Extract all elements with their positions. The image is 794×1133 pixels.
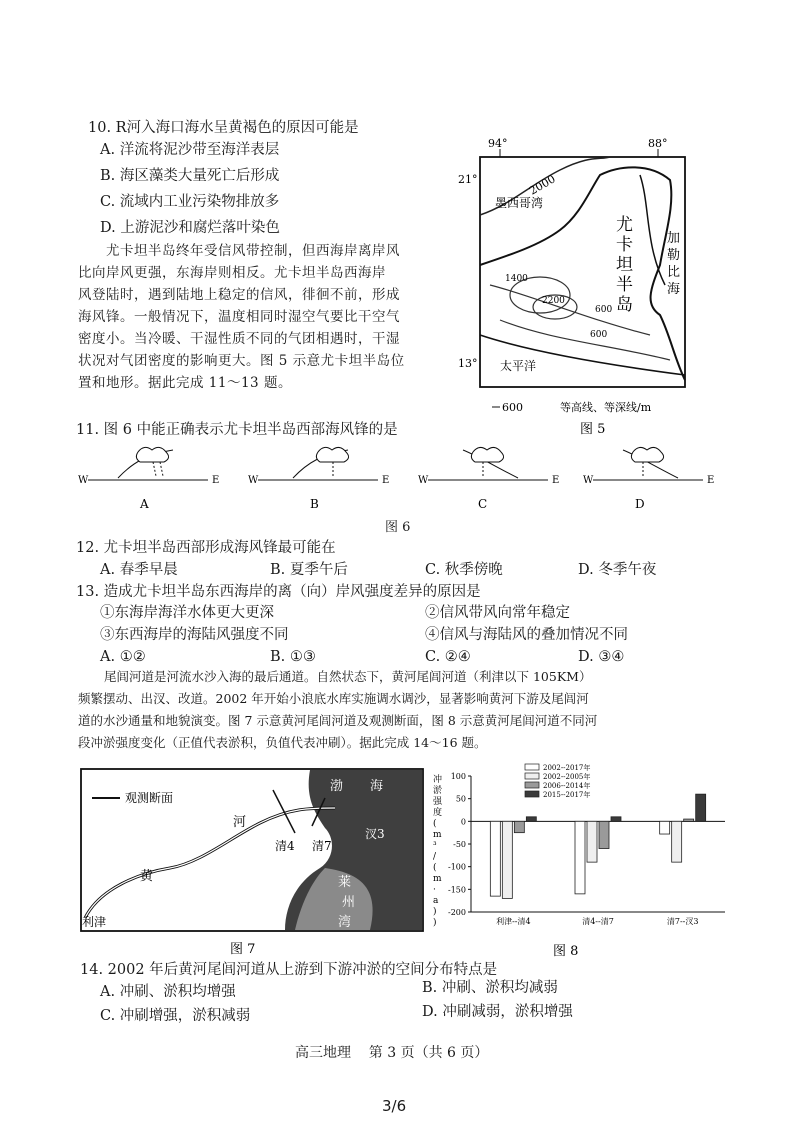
panel-d-w: W <box>583 475 594 486</box>
contour-2000-label: 2000 <box>527 172 558 198</box>
bar <box>672 821 682 862</box>
chart-legend <box>525 763 590 799</box>
passage-yucatan <box>78 240 458 394</box>
gulf-label: 墨西哥湾 <box>495 196 544 210</box>
legend-swatch <box>525 764 539 770</box>
qing7-label: 清7 <box>312 839 332 853</box>
panel-c-label: C <box>478 497 488 511</box>
bar <box>526 817 536 822</box>
y-tick-label: 50 <box>455 794 466 804</box>
q10-option-c: C. 流域内工业污染物排放多 <box>100 194 280 210</box>
y-label-char: m <box>433 874 442 884</box>
y-label-char: ( <box>433 819 437 829</box>
peninsula-label-2: 卡 <box>616 235 633 255</box>
laizhou-label-3: 湾 <box>338 915 352 930</box>
bar <box>587 821 597 862</box>
bar <box>514 821 524 832</box>
legend-swatch <box>525 773 539 779</box>
contour-600-b <box>500 320 670 360</box>
bar <box>502 821 512 898</box>
panel-b-w: W <box>248 475 259 486</box>
fig7-caption: 图 7 <box>230 942 256 957</box>
passage-line: 海风锋。一般情况下，温度相同时湿空气要比干空气 <box>78 309 400 325</box>
y-label-char: a <box>433 896 439 906</box>
q12-option-d: D. 冬季午夜 <box>578 562 657 578</box>
bar <box>599 821 609 848</box>
peninsula-label-3: 坦 <box>616 255 633 275</box>
y-label-char: ) <box>433 907 437 917</box>
huang-label: 黄 <box>140 869 154 884</box>
map-frame <box>480 157 685 387</box>
x-tick-label: 清7--汊3 <box>666 917 699 926</box>
x-tick-label: 利津--清4 <box>496 917 531 926</box>
lon-88: 88° <box>648 137 668 150</box>
y-label-char: 强 <box>433 797 443 807</box>
y-tick-label: 0 <box>460 817 466 827</box>
legend-swatch <box>525 782 539 788</box>
q14-option-d: D. 冲刷减弱，淤积增强 <box>422 1004 573 1020</box>
q13-option-b: B. ①③ <box>270 649 316 665</box>
panel-b <box>248 447 389 511</box>
legend-label: 2002--2005年 <box>543 773 591 781</box>
fig8-caption: 图 8 <box>553 944 579 959</box>
q14-option-c: C. 冲刷增强，淤积减弱 <box>100 1008 251 1024</box>
laizhou-label-2: 州 <box>342 895 356 910</box>
legend-label: 观测断面 <box>125 791 174 805</box>
chart-ylabel <box>433 773 443 928</box>
y-label-char: 淤 <box>433 786 443 796</box>
passage-yellow-river <box>78 666 758 754</box>
peninsula-label-5: 岛 <box>616 295 633 315</box>
q13-item-3: ③东西海岸的海陆风强度不同 <box>100 627 289 643</box>
figure-8-chart <box>425 762 730 960</box>
fig5-caption: 图 5 <box>580 422 606 437</box>
legend-label: 2015--2017年 <box>543 791 591 799</box>
page-number: 3/6 <box>382 1097 407 1115</box>
caribbean-label-3: 比 <box>667 265 681 280</box>
figure-6-svg <box>78 442 718 512</box>
q14-stem: 14. 2002 年后黄河尾闾河道从上游到下游冲淤的空间分布特点是 <box>80 962 498 978</box>
q12-option-c: C. 秋季傍晚 <box>425 562 503 578</box>
bar <box>611 817 621 822</box>
caribbean-label-2: 勒 <box>667 248 681 263</box>
panel-b-e: E <box>382 475 390 486</box>
passage-line: 风登陆时，遇到陆地上稳定的信风，徘徊不前，形成 <box>78 287 400 303</box>
panel-d-label: D <box>635 497 645 511</box>
panel-b-label: B <box>310 497 319 511</box>
bar <box>490 821 500 896</box>
q11-stem: 11. 图 6 中能正确表示尤卡坦半岛西部海风锋的是 <box>76 422 398 438</box>
contour-2200-label: 2200 <box>542 296 565 306</box>
passage-line: 密度小。当冷暖、干湿性质不同的气团相遇时，干湿 <box>78 331 400 347</box>
y-label-char: / <box>433 852 437 862</box>
q10-option-b: B. 海区藻类大量死亡后形成 <box>100 168 280 184</box>
passage-line: 尾闾河道是河流水沙入海的最后通道。自然状态下，黄河尾闾河道（利津以下 105KM） <box>104 669 592 684</box>
passage-line: 状况对气团密度的影响更大。图 5 示意尤卡坦半岛位 <box>78 353 405 369</box>
q12-option-b: B. 夏季午后 <box>270 562 348 578</box>
passage-line: 尤卡坦半岛终年受信风带控制，但西海岸离岸风 <box>106 243 400 259</box>
fig6-caption: 图 6 <box>385 520 411 535</box>
qing4-label: 清4 <box>275 839 295 853</box>
page-footer: 高三地理 第 3 页（共 6 页） <box>295 1045 489 1061</box>
bar <box>660 821 670 834</box>
passage-line: 置和地形。据此完成 11～13 题。 <box>78 375 292 391</box>
q14-option-a: A. 冲刷、淤积均增强 <box>100 984 236 1000</box>
y-label-char: ( <box>433 863 437 873</box>
peninsula-label-4: 半 <box>616 275 633 295</box>
lon-94: 94° <box>488 137 508 150</box>
legend-text: 等高线、等深线/m <box>560 401 652 414</box>
chart-bars <box>490 794 705 926</box>
y-label-char: ) <box>433 918 437 928</box>
peninsula-label-1: 尤 <box>616 215 633 235</box>
legend-label: 2002--2017年 <box>543 764 591 772</box>
bar <box>575 821 585 894</box>
lat-21: 21° <box>458 173 478 186</box>
y-tick-label: -50 <box>453 840 466 849</box>
q13-item-1: ①东海岸海洋水体更大更深 <box>100 605 274 621</box>
q13-option-d: D. ③④ <box>578 649 625 665</box>
lijin-label: 利津 <box>82 915 107 929</box>
sea-label: 海 <box>370 779 384 794</box>
panel-a-label: A <box>140 497 149 511</box>
panel-c-e: E <box>552 475 560 486</box>
passage-line: 道的水沙通量和地貌演变。图 7 示意黄河尾闾河道及观测断面，图 8 示意黄河尾闾河道不同河 <box>78 713 598 728</box>
legend-label: 2006--2014年 <box>543 782 591 790</box>
caribbean-label-1: 加 <box>667 231 681 246</box>
panel-c <box>418 447 559 511</box>
y-tick-label: -150 <box>448 885 466 895</box>
passage-line: 段冲淤强度变化（正值代表淤积，负值代表冲刷）。据此完成 14～16 题。 <box>78 735 487 750</box>
y-label-char: ³ <box>433 841 437 851</box>
q12-option-a: A. 春季早晨 <box>100 562 178 578</box>
contour-1400-label: 1400 <box>505 274 528 284</box>
q13-stem: 13. 造成尤卡坦半岛东西海岸的离（向）岸风强度差异的原因是 <box>76 584 481 600</box>
lat-13: 13° <box>458 357 478 370</box>
pacific-label: 太平洋 <box>500 359 537 373</box>
y-label-char: 度 <box>433 808 443 818</box>
laizhou-label-1: 莱 <box>338 875 352 890</box>
legend-value: 600 <box>502 401 523 414</box>
y-tick-label: 100 <box>450 772 466 781</box>
panel-d <box>583 447 714 511</box>
caribbean-label-4: 海 <box>667 282 681 297</box>
y-label-char: 冲 <box>433 775 443 785</box>
contour-600a-label: 600 <box>595 305 613 315</box>
coastline-east <box>640 175 665 285</box>
panel-a <box>78 447 219 511</box>
he-label: 河 <box>233 815 247 830</box>
panel-a-e: E <box>212 475 220 486</box>
bohai-label: 渤 <box>330 779 344 794</box>
q13-item-4: ④信风与海陆风的叠加情况不同 <box>425 627 628 643</box>
q13-item-2: ②信风带风向常年稳定 <box>425 605 570 621</box>
q10-stem: 10. R河入海口海水呈黄褐色的原因可能是 <box>88 120 359 136</box>
figure-6 <box>78 442 718 512</box>
legend-swatch <box>525 791 539 797</box>
y-tick-label: -100 <box>448 862 466 872</box>
q14-option-b: B. 冲刷、淤积均减弱 <box>422 980 558 996</box>
panel-c-w: W <box>418 475 429 486</box>
y-label-char: m <box>433 830 442 840</box>
figure-7-map <box>80 768 425 958</box>
y-label-char: · <box>433 885 436 895</box>
passage-line: 频繁摆动、出汊、改道。2002 年开始小浪底水库实施调水调沙，显著影响黄河下游及尾闾河 <box>78 691 589 706</box>
y-tick-label: -200 <box>448 908 466 917</box>
figure-5-map <box>458 135 700 437</box>
contour-600b-label: 600 <box>590 330 608 340</box>
bar <box>684 819 694 821</box>
panel-a-w: W <box>78 475 89 486</box>
q13-option-c: C. ②④ <box>425 649 471 665</box>
cha3-label: 汊3 <box>365 827 385 841</box>
q13-option-a: A. ①② <box>100 649 146 665</box>
panel-d-e: E <box>707 475 715 486</box>
passage-line: 比向岸风更强，东海岸则相反。尤卡坦半岛西海岸 <box>78 265 386 281</box>
q12-stem: 12. 尤卡坦半岛西部形成海风锋最可能在 <box>76 540 336 556</box>
bar <box>696 794 706 821</box>
q10-option-d: D. 上游泥沙和腐烂落叶染色 <box>100 220 280 236</box>
x-tick-label: 清4--清7 <box>582 917 614 926</box>
q10-option-a: A. 洋流将泥沙带至海洋表层 <box>100 142 280 158</box>
